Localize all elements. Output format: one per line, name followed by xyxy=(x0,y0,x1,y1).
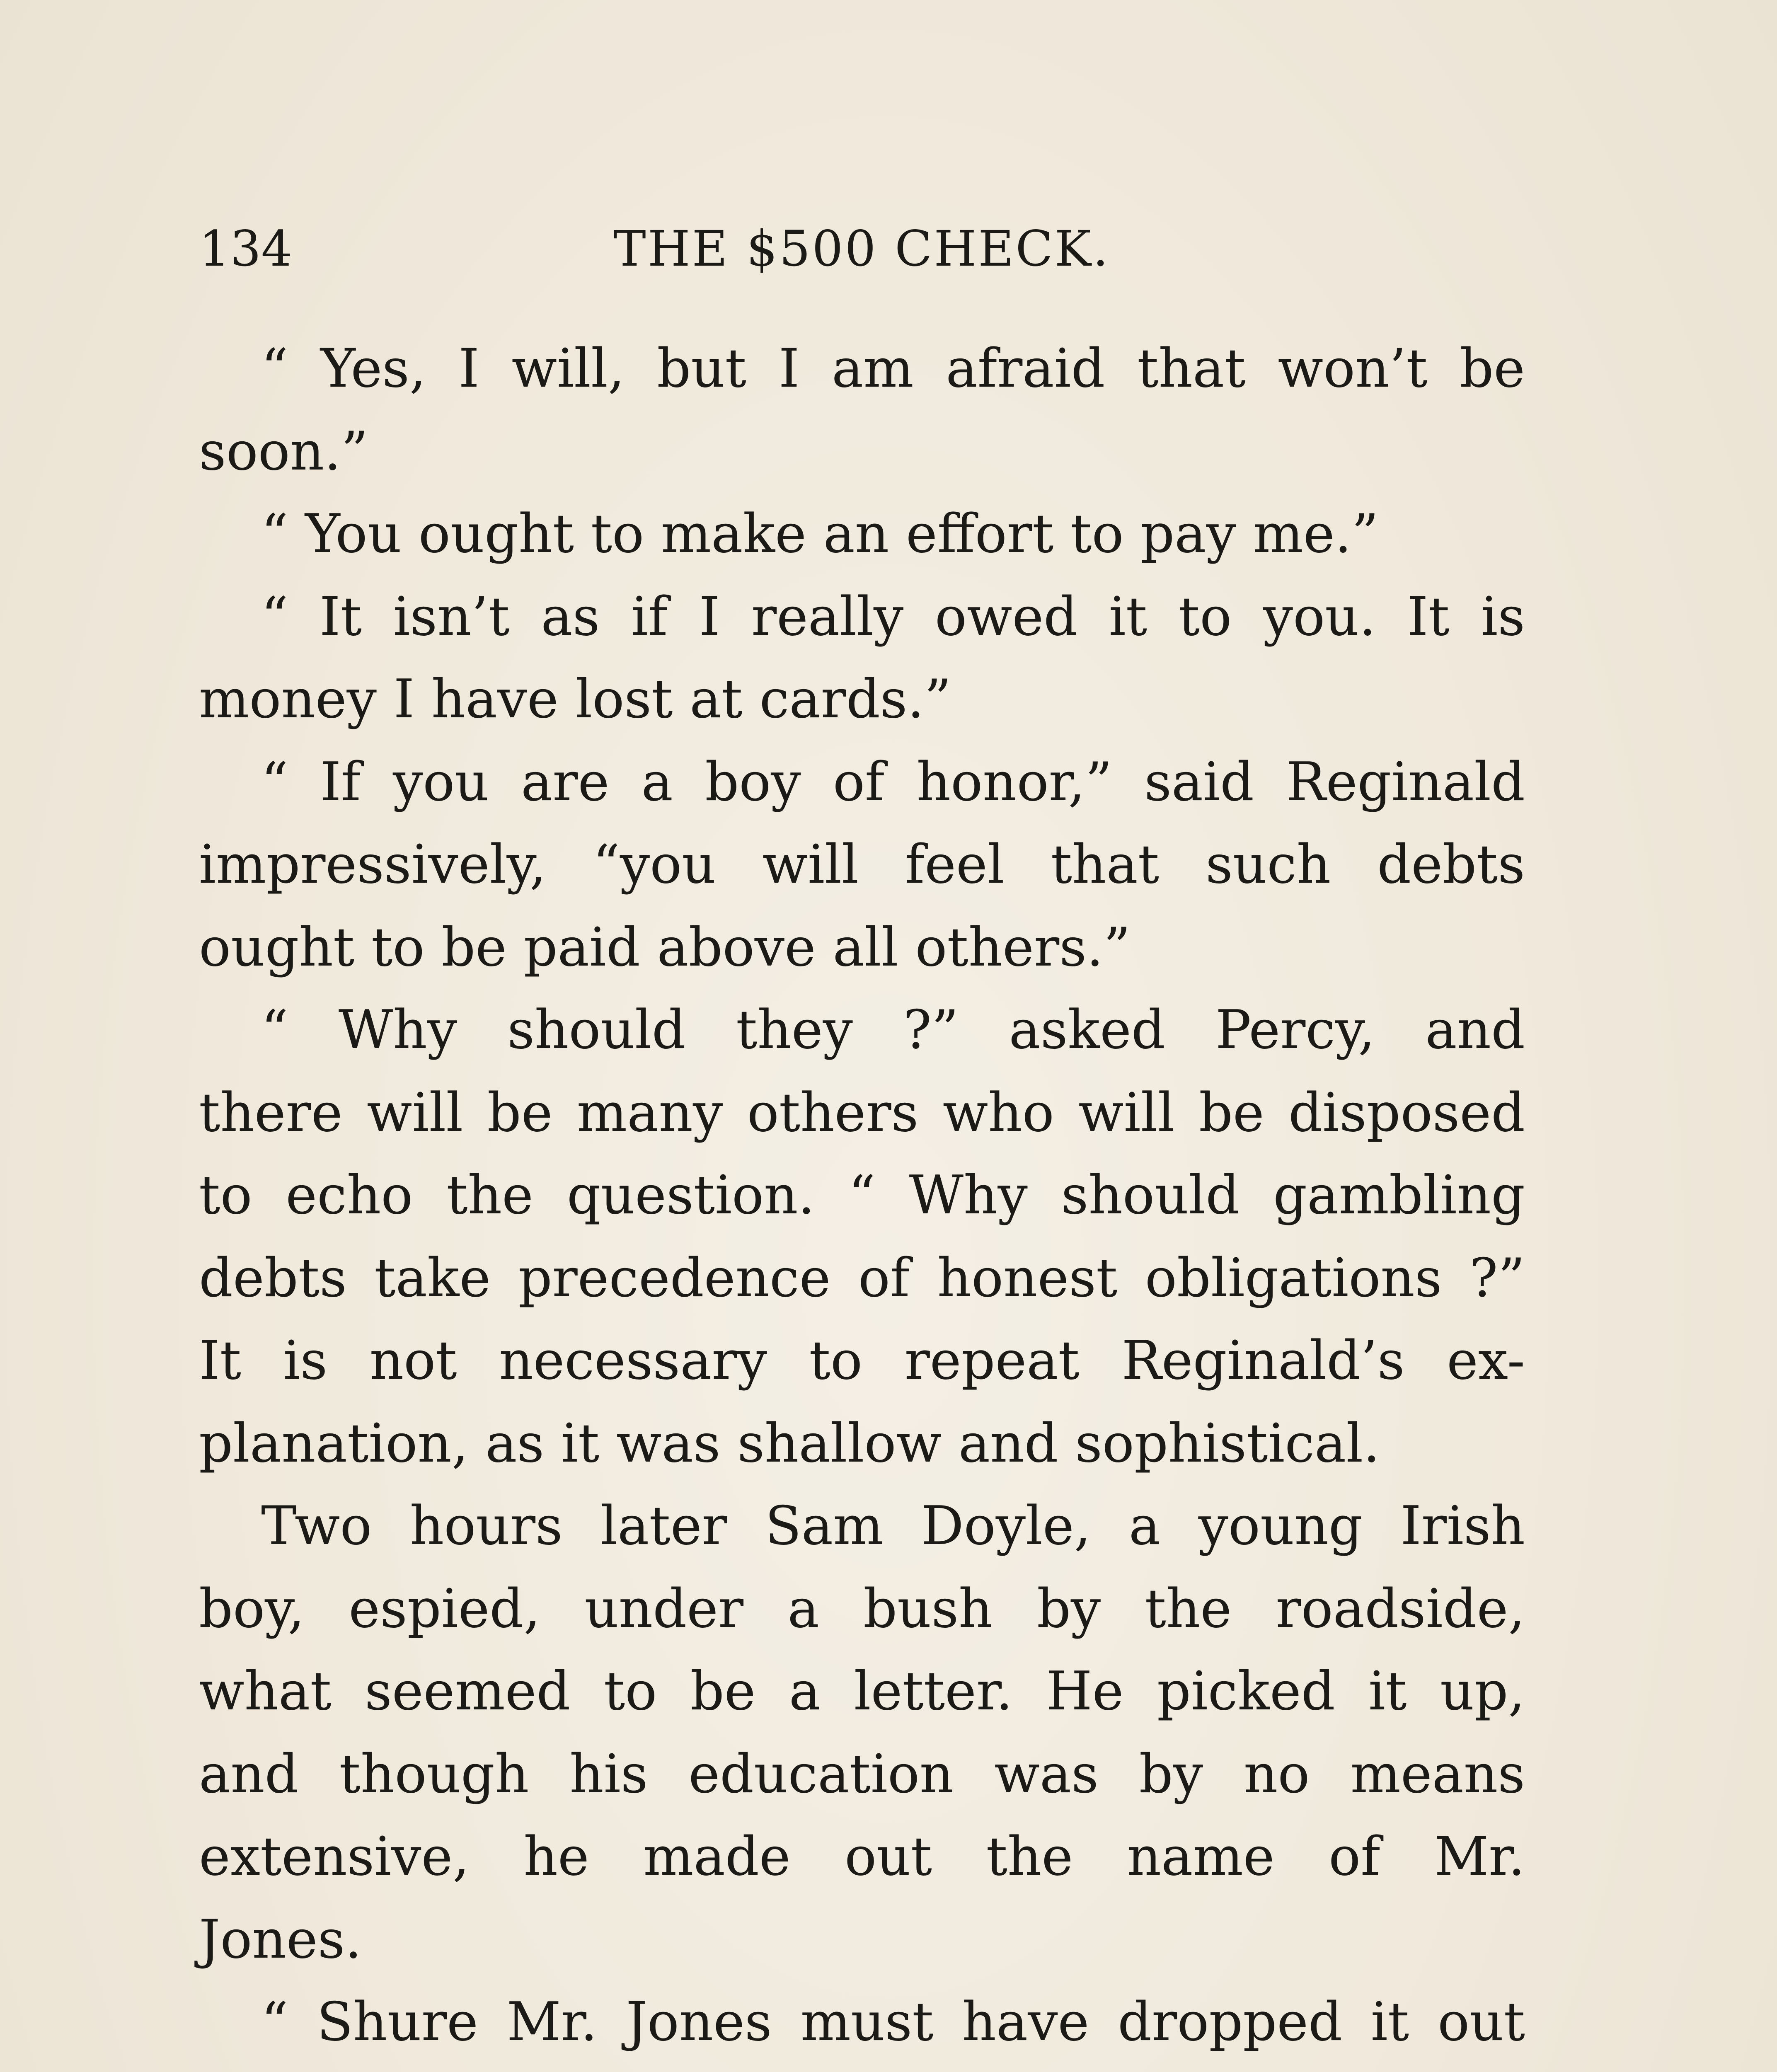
text-line: Jones. xyxy=(199,1908,362,1970)
text-line: planation, as it was shallow and sophistical. xyxy=(199,1412,1380,1474)
text-line: what seemed to be a letter. He picked it up, xyxy=(199,1661,1525,1722)
text-line: ought to be paid above all others.” xyxy=(199,916,1131,978)
text-line: “ Why should they ?” asked Percy, and xyxy=(261,999,1525,1061)
text-line: extensive, he made out the name of Mr. xyxy=(199,1826,1525,1888)
text-line: “ Yes, I will, but I am afraid that won’t be xyxy=(261,338,1525,399)
text-line: “ It isn’t as if I really owed it to you. It is xyxy=(261,586,1525,648)
text-line: there will be many others who will be disposed xyxy=(199,1082,1525,1144)
body-text xyxy=(199,327,1525,2072)
text-line: and though his education was by no means xyxy=(199,1743,1525,1805)
text-line: impressively, “you will feel that such debts xyxy=(199,834,1525,896)
text-line: “ You ought to make an effort to pay me.” xyxy=(261,503,1379,565)
text-line: to echo the question. “ Why should gambling xyxy=(199,1164,1525,1226)
text-line: “ If you are a boy of honor,” said Reginald xyxy=(261,751,1525,813)
running-head xyxy=(199,207,1525,290)
text-line: debts take precedence of honest obligations ?” xyxy=(199,1247,1525,1309)
text-line: It is not necessary to repeat Reginald’s ex- xyxy=(199,1330,1525,1392)
page-number: 134 xyxy=(199,220,293,277)
text-line: Two hours later Sam Doyle, a young Irish xyxy=(261,1495,1525,1557)
text-line: boy, espied, under a bush by the roadside, xyxy=(199,1578,1525,1640)
text-line xyxy=(199,2064,1525,2072)
text-line: “ Shure Mr. Jones must have dropped it out xyxy=(261,1991,1525,2053)
running-title: THE $500 CHECK. xyxy=(613,220,1110,277)
text-line: money I have lost at cards.” xyxy=(199,668,951,730)
text-line: soon.” xyxy=(199,420,368,482)
